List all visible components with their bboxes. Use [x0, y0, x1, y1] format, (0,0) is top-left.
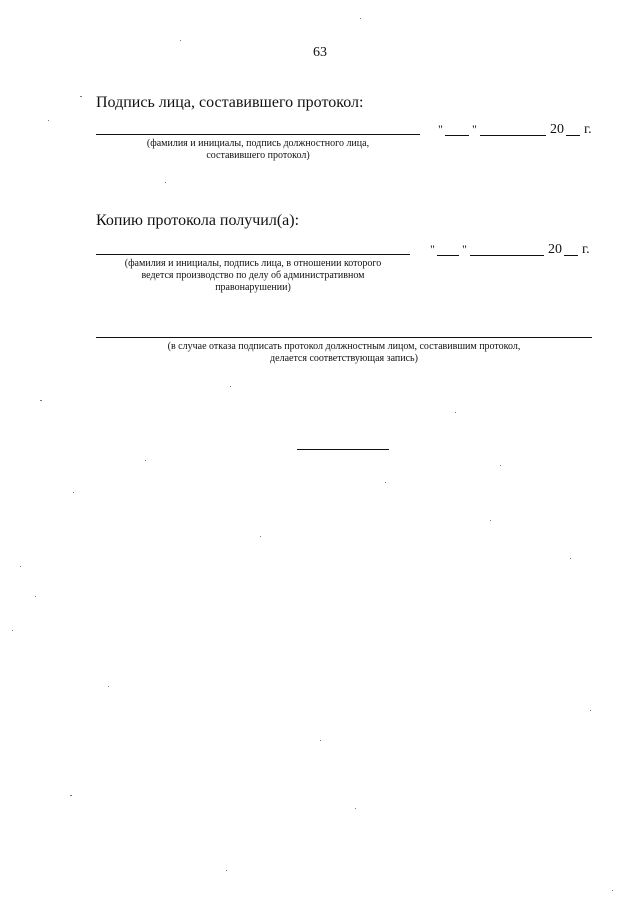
author-date-day-blank	[445, 122, 469, 136]
scan-speck	[230, 386, 231, 387]
scan-speck	[355, 808, 356, 809]
recipient-date-close-quote: "	[462, 242, 467, 256]
scan-speck	[70, 795, 72, 796]
scan-speck	[612, 890, 613, 891]
scan-speck	[48, 120, 49, 121]
recipient-date	[430, 242, 594, 260]
author-signature-line	[96, 134, 420, 135]
page-number: 63	[313, 45, 327, 60]
scan-speck	[320, 740, 321, 741]
recipient-signature-heading: Копию протокола получил(а):	[96, 212, 300, 229]
scan-speck	[20, 566, 21, 567]
recipient-date-year-suffix: г.	[582, 242, 590, 257]
scan-speck	[40, 400, 42, 401]
recipient-caption-line-1: (фамилия и инициалы, подпись лица, в отношении которого	[124, 258, 382, 269]
recipient-date-open-quote: "	[430, 242, 435, 256]
author-date-year-prefix: 20	[550, 122, 564, 137]
recipient-date-day-blank	[437, 242, 459, 256]
author-date-year-blank	[566, 122, 580, 136]
scan-speck	[360, 18, 361, 19]
scan-speck	[108, 686, 109, 687]
recipient-caption-line-3: правонарушении)	[215, 282, 291, 293]
author-date-close-quote: "	[472, 122, 477, 136]
scan-speck	[490, 520, 491, 521]
scan-speck	[385, 482, 386, 483]
author-caption-line-2: составившего протокол)	[206, 150, 310, 161]
refusal-note-caption	[96, 341, 592, 365]
author-signature-heading: Подпись лица, составившего протокол:	[96, 94, 364, 111]
refusal-note-line	[96, 337, 592, 338]
scan-speck	[145, 460, 146, 461]
scan-speck	[226, 870, 227, 871]
closing-separator	[297, 449, 389, 450]
scan-speck	[35, 596, 36, 597]
refusal-caption-line-2: делается соответствующая запись)	[270, 353, 418, 364]
author-caption-line-1: (фамилия и инициалы, подпись должностного лица,	[146, 138, 370, 149]
scan-speck	[500, 465, 501, 466]
author-date-open-quote: "	[438, 122, 443, 136]
scan-speck	[180, 40, 181, 41]
author-date-month-blank	[480, 122, 546, 136]
scan-speck	[80, 96, 82, 97]
recipient-date-year-blank	[564, 242, 578, 256]
recipient-caption-line-2: ведется производство по делу об административном	[141, 270, 365, 281]
author-date-year-suffix: г.	[584, 122, 592, 137]
scan-speck	[73, 492, 74, 493]
author-date	[438, 122, 598, 140]
refusal-caption-line-1: (в случае отказа подписать протокол должностным лицом, составившим протокол,	[167, 341, 521, 352]
recipient-signature-caption	[96, 258, 410, 294]
scan-speck	[165, 182, 166, 183]
scan-speck	[570, 558, 571, 559]
scan-speck	[455, 412, 456, 413]
scan-speck	[260, 536, 261, 537]
recipient-date-year-prefix: 20	[548, 242, 562, 257]
recipient-date-month-blank	[470, 242, 544, 256]
recipient-signature-line	[96, 254, 410, 255]
author-signature-caption	[96, 138, 420, 162]
scan-speck	[12, 630, 13, 631]
scan-speck	[590, 710, 591, 711]
